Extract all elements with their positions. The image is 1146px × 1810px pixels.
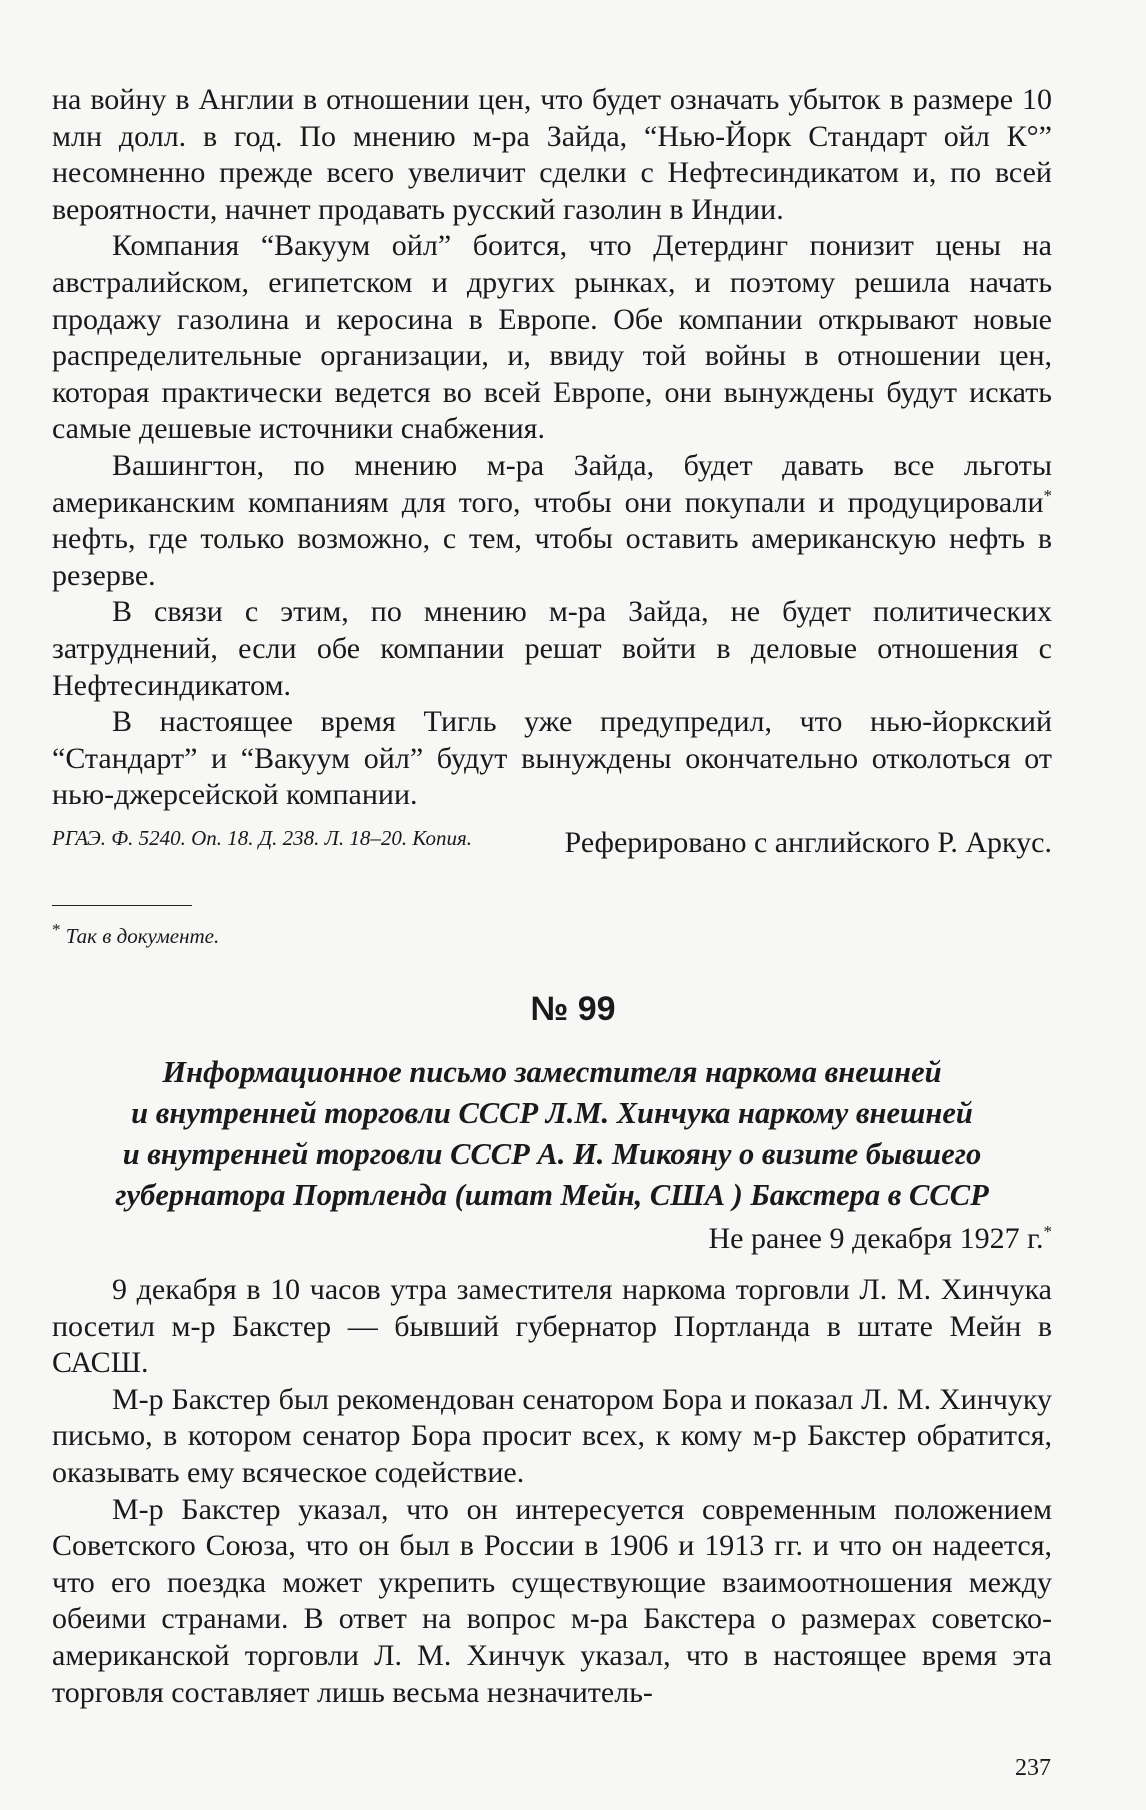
footnote-text: Так в документе. — [65, 924, 220, 948]
document-date — [52, 1222, 1052, 1256]
paragraph: В связи с этим, по мнению м-ра Зайда, не будет политических затруднений, если обе компании решат войти в деловые отношения с Нефтесиндикатом. — [52, 595, 1052, 702]
footnote-marker: * — [1043, 1222, 1052, 1241]
footnote-divider — [52, 905, 192, 906]
paragraph: Компания “Вакуум ойл” боится, что Детердинг понизит цены на австралийском, египетском и других рынках, и поэтому решила начать продажу газолина и керосина в Европе. Обе компании открывают новые распределительные организации, и, ввиду той войны в отношении цен, которая практически ведется во всей Европе, они вынуждены будут искать самые дешевые источники снабжения. — [52, 229, 1052, 446]
footnote — [52, 920, 220, 949]
footnote-marker: * — [1043, 485, 1052, 505]
main-text-bottom — [52, 1272, 1052, 1711]
document-date-text: Не ранее 9 декабря 1927 г. — [708, 1222, 1044, 1255]
document-number: № 99 — [530, 990, 616, 1028]
paragraph-text: Вашингтон, по мнению м-ра Зайда, будет давать все льготы американским компаниям для того, чтобы они покупали и продуцировали — [52, 448, 1052, 519]
title-line: и внутренней торговли СССР Л.М. Хинчука наркому внешней — [131, 1096, 973, 1130]
paragraph-text: нефть, где только возможно, с тем, чтобы оставить американскую нефть в резерве. — [52, 522, 1052, 592]
paragraph — [52, 448, 1052, 594]
archive-reference: РГАЭ. Ф. 5240. Оп. 18. Д. 238. Л. 18–20. Копия. — [52, 826, 473, 850]
footnote-marker: * — [52, 920, 61, 939]
page-number: 237 — [1015, 1755, 1051, 1781]
paragraph: 9 декабря в 10 часов утра заместителя наркома торговли Л. М. Хинчука посетил м-р Бакстер — бывший губернатор Портланда в штате Мейн в САСШ. — [52, 1273, 1052, 1380]
paragraph: М-р Бакстер был рекомендован сенатором Бора и показал Л. М. Хинчуку письмо, в котором сенатор Бора просит всех, к кому м-р Бакстер обратится, оказывать ему всяческое содействие. — [52, 1382, 1052, 1489]
title-line: Информационное письмо заместителя наркома внешней — [162, 1055, 942, 1089]
main-text-top — [52, 82, 1052, 861]
referral-line: Реферировано с английского Р. Аркус. — [564, 825, 1052, 859]
paragraph: на войну в Англии в отношении цен, что будет означать убыток в размере 10 млн долл. в год. По мнению м-ра Зайда, “Нью-Йорк Стандарт ойл К°” несомненно прежде всего увеличит сделки с Нефтесиндикатом и, по всей вероятности, начнет продавать русский газолин в Индии. — [52, 83, 1052, 226]
title-line: губернатора Портленда (штат Мейн, США ) Бакстера в СССР — [115, 1178, 989, 1212]
title-line: и внутренней торговли СССР А. И. Микояну о визите бывшего — [122, 1137, 982, 1171]
document-title — [52, 1052, 1052, 1216]
paragraph: М-р Бакстер указал, что он интересуется современным положением Советского Союза, что он был в России в 1906 и 1913 гг. и что он надеется, что его поездка может укрепить существующие взаимоотношения между обеими странами. В ответ на вопрос м-ра Бакстера о размерах советско-американской торговли Л. М. Хинчук указал, что в настоящее время эта торговля составляет лишь весьма незначитель- — [52, 1492, 1052, 1709]
paragraph: В настоящее время Тигль уже предупредил, что нью-йоркский “Стандарт” и “Вакуум ойл” будут вынуждены окончательно отколоться от нью-джерсейской компании. — [52, 705, 1052, 812]
